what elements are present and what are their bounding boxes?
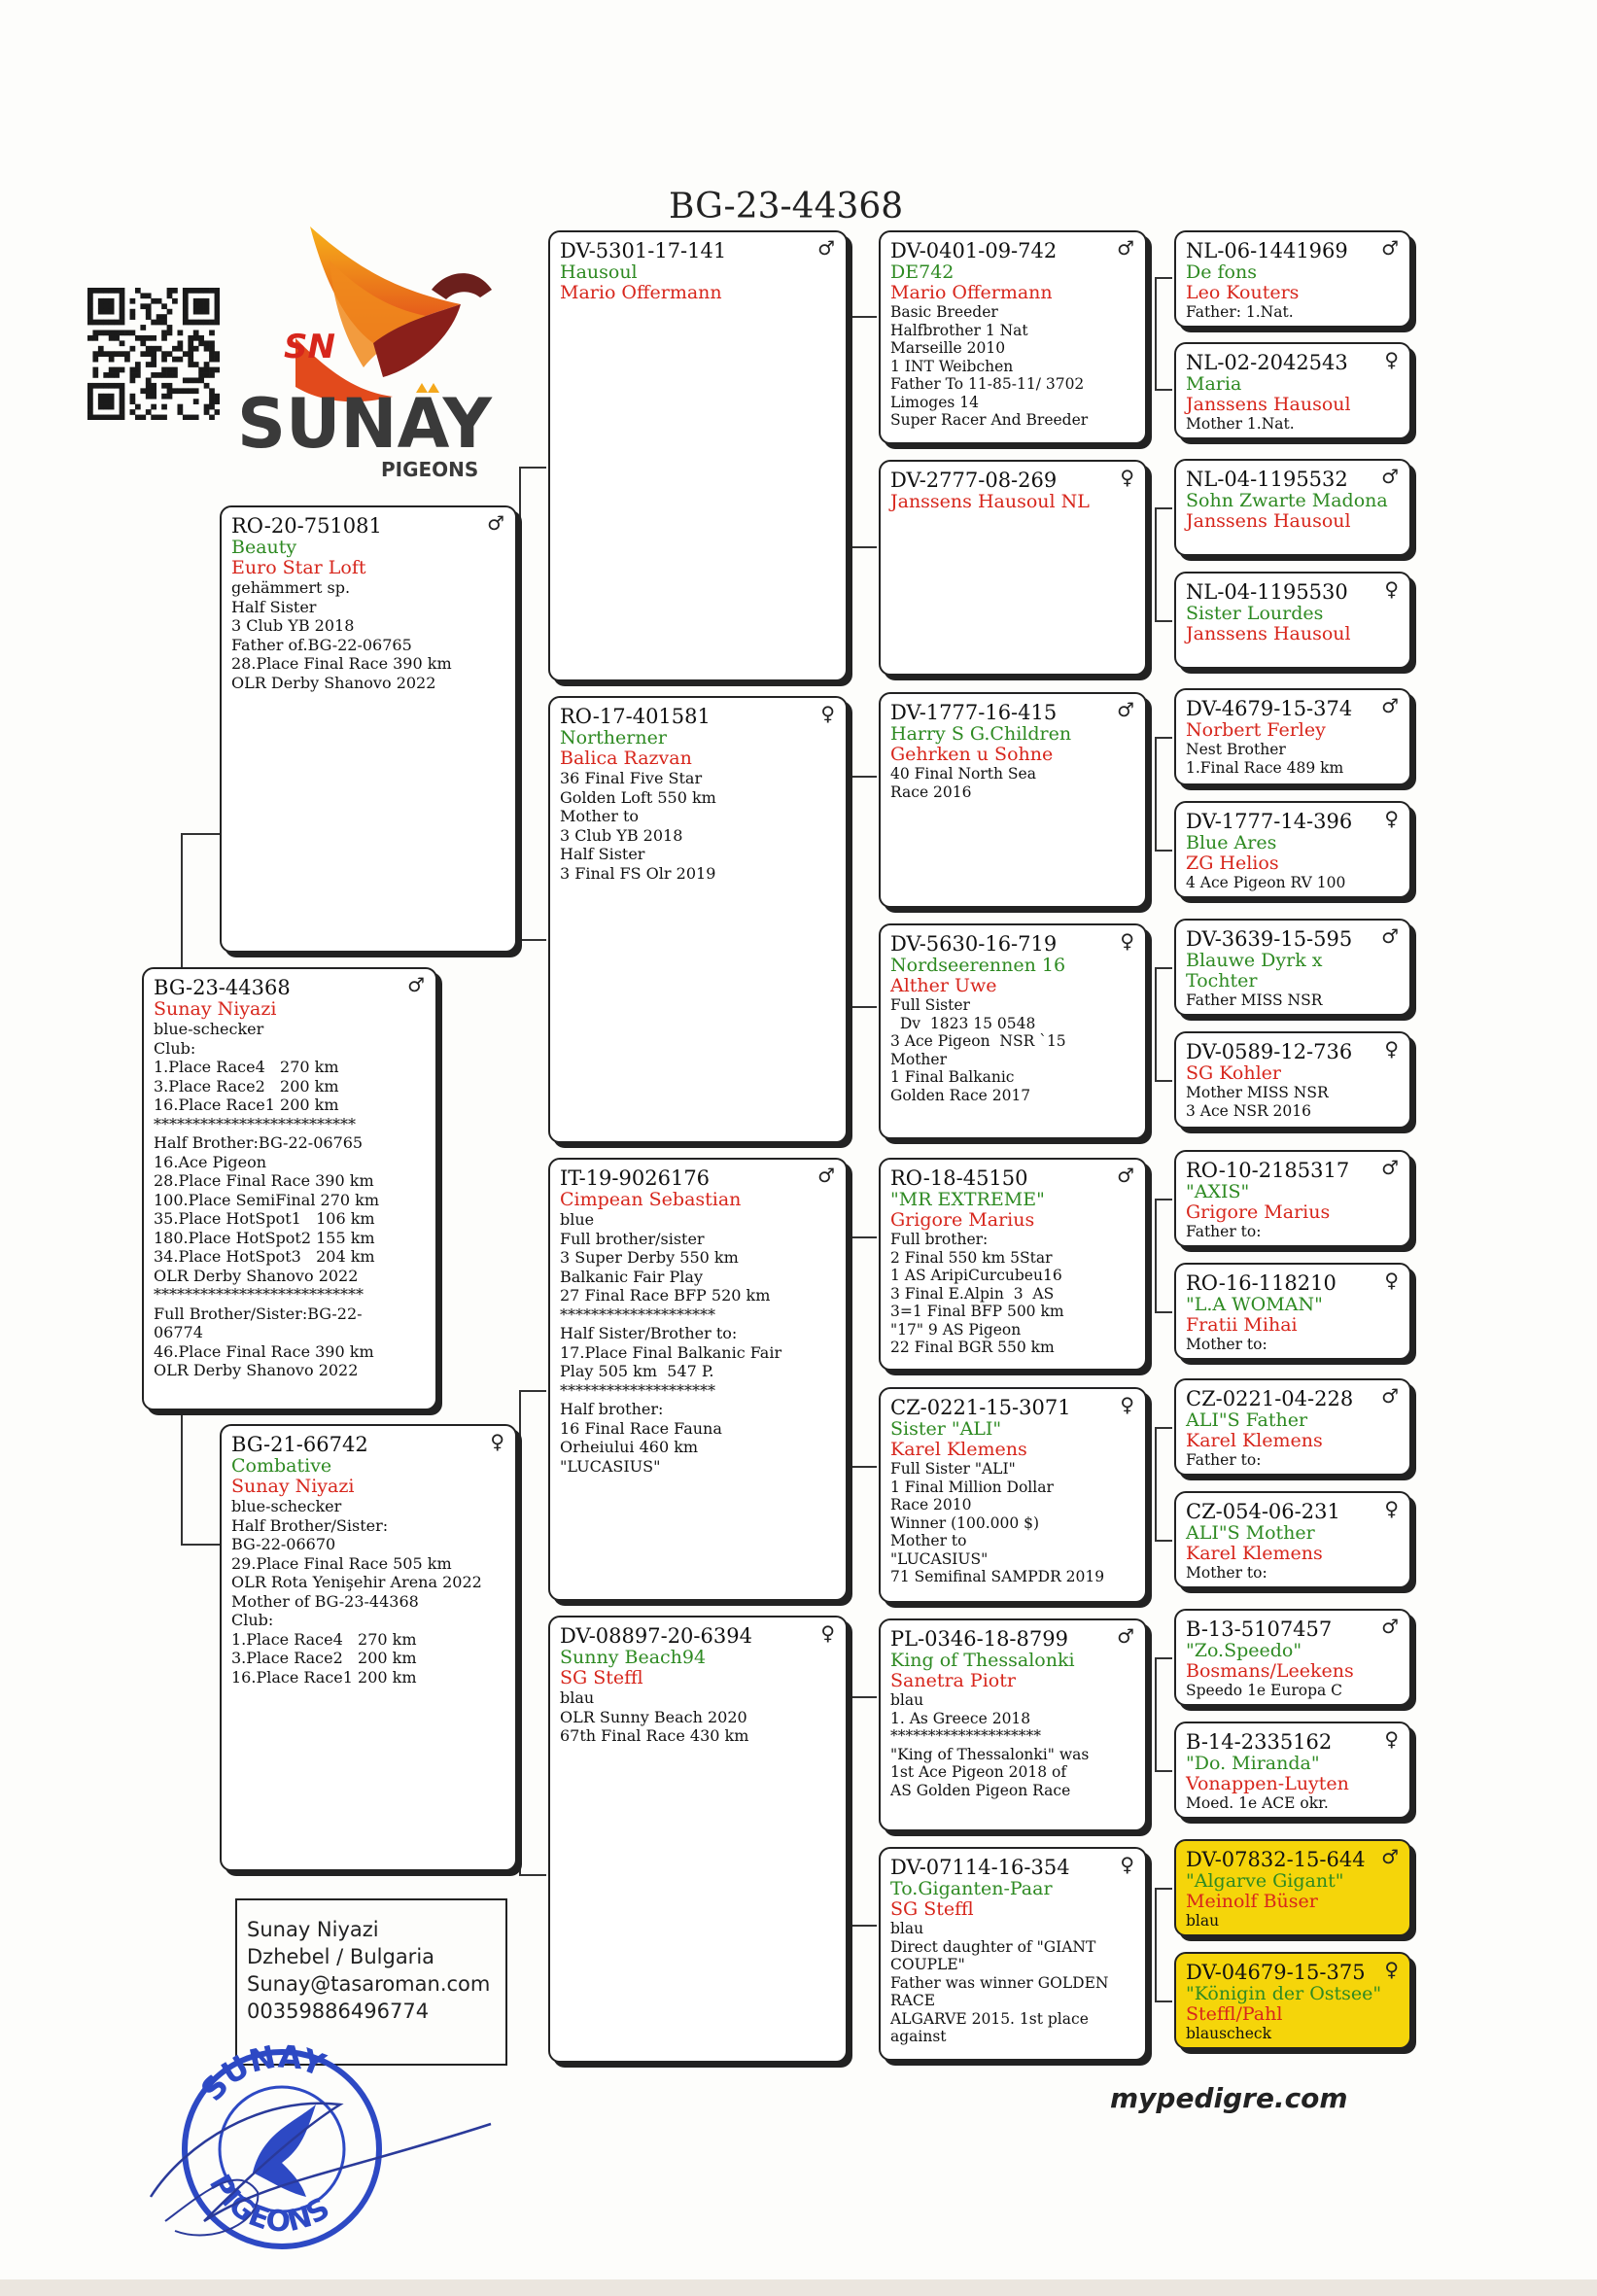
qr-code-icon xyxy=(87,288,220,420)
info-line: Mother to xyxy=(890,1532,967,1549)
info-line: 180.Place HotSpot2 155 km xyxy=(154,1228,375,1247)
info-line: 3 Ace Pigeon NSR `15 xyxy=(890,1032,1066,1050)
female-icon: ♀ xyxy=(490,1430,504,1453)
pigeon-name: "Zo.Speedo" xyxy=(1186,1640,1302,1661)
info-line: BG-22-06670 xyxy=(231,1535,336,1553)
info-line: 1.Place Race4 270 km xyxy=(231,1629,417,1649)
info-line: 27 Final Race BFP 520 km xyxy=(560,1286,771,1305)
info-line: Race 2016 xyxy=(890,783,972,801)
info-line: blau xyxy=(560,1688,595,1707)
info-line: 3 Super Derby 550 km xyxy=(560,1248,739,1267)
ring-number: RO-17-401581 xyxy=(560,705,711,728)
female-icon: ♀ xyxy=(1384,1269,1399,1292)
pigeon-name: King of Thessalonki xyxy=(890,1650,1075,1671)
pigeon-name: "Königin der Ostsee" xyxy=(1186,1983,1382,2004)
info-line: Half brother: xyxy=(560,1400,664,1418)
info-line: "King of Thessalonki" was xyxy=(890,1745,1090,1763)
pigeon-card-g10 xyxy=(1174,1263,1411,1360)
info-line: Half Brother:BG-22-06765 xyxy=(154,1133,364,1152)
info-line: Golden Loft 550 km xyxy=(560,787,716,807)
male-icon: ♂ xyxy=(1117,1624,1134,1648)
pigeon-card-g15 xyxy=(1174,1839,1411,1936)
info-line: Super Racer And Breeder xyxy=(890,411,1089,429)
info-line: Orheiului 460 km xyxy=(560,1438,699,1456)
male-icon: ♂ xyxy=(1381,465,1399,488)
pigeon-card-sss xyxy=(879,230,1147,444)
info-line: OLR Derby Shanovo 2022 xyxy=(231,673,436,692)
info-line: 40 Final North Sea xyxy=(890,765,1036,783)
info-line: 3.Place Race2 200 km xyxy=(231,1649,417,1667)
breeder-name: Karel Klemens xyxy=(1186,1543,1323,1564)
female-icon: ♀ xyxy=(1384,1727,1399,1751)
info-line: 1st Ace Pigeon 2018 of xyxy=(890,1763,1067,1781)
breeder-name: Norbert Ferley xyxy=(1186,719,1326,741)
info-line: gehämmert sp. xyxy=(231,578,351,597)
info-line: 3 Final E.Alpin 3 AS xyxy=(890,1284,1055,1303)
pigeon-card-g9 xyxy=(1174,1150,1411,1247)
info-line: blau xyxy=(1186,1912,1220,1930)
info-line: Marseille 2010 xyxy=(890,339,1006,357)
info-line: Dv 1823 15 0548 xyxy=(890,1014,1036,1032)
breeder-name: Janssens Hausoul xyxy=(1186,394,1351,415)
female-icon: ♀ xyxy=(1384,1497,1399,1520)
ring-number: NL-04-1195530 xyxy=(1186,580,1348,604)
info-line: Father: 1.Nat. xyxy=(1186,303,1294,321)
info-line: COUPLE" xyxy=(890,1956,965,1973)
ring-number: RO-16-118210 xyxy=(1186,1271,1337,1295)
ring-number: DV-07832-15-644 xyxy=(1186,1848,1366,1871)
info-line: Father MISS NSR xyxy=(1186,991,1323,1009)
female-icon: ♀ xyxy=(1120,929,1134,953)
info-line: Mother MISS NSR xyxy=(1186,1084,1329,1101)
pigeon-card-dsd xyxy=(879,1387,1147,1603)
ring-number: DV-07114-16-354 xyxy=(890,1856,1070,1879)
info-line: ******************** xyxy=(560,1305,715,1324)
male-icon: ♂ xyxy=(1381,1156,1399,1179)
ring-number: DV-5301-17-141 xyxy=(560,239,727,262)
info-line: Full brother/sister xyxy=(560,1229,705,1248)
ring-number: DV-0401-09-742 xyxy=(890,239,1058,262)
pigeon-card-g13 xyxy=(1174,1609,1411,1706)
ring-number: PL-0346-18-8799 xyxy=(890,1627,1068,1651)
pigeon-name: "Algarve Gigant" xyxy=(1186,1870,1344,1892)
ring-number: DV-5630-16-719 xyxy=(890,932,1058,956)
info-line: ************************** xyxy=(154,1114,356,1133)
breeder-name: Sunay Niyazi xyxy=(154,998,277,1020)
info-line: ******************** xyxy=(560,1380,715,1400)
pigeon-name: ALI"S Father xyxy=(1186,1409,1308,1431)
info-line: Full Sister xyxy=(890,996,970,1014)
page-title: BG-23-44368 xyxy=(669,187,904,226)
male-icon: ♂ xyxy=(1117,698,1134,721)
male-icon: ♂ xyxy=(1381,1615,1399,1638)
info-line: 1 Final Balkanic xyxy=(890,1068,1015,1086)
breeder-name: Grigore Marius xyxy=(1186,1201,1331,1223)
owner-location: Dzhebel / Bulgaria xyxy=(247,1945,435,1968)
pigeon-card-g2 xyxy=(1174,342,1411,439)
info-line: 2 Final 550 km 5Star xyxy=(890,1248,1053,1267)
info-line: Full brother: xyxy=(890,1231,989,1248)
info-line: 34.Place HotSpot3 204 km xyxy=(154,1247,375,1266)
pigeon-name: Harry S G.Children xyxy=(890,723,1072,745)
pigeon-name: Northerner xyxy=(560,727,667,748)
info-line: "LUCASIUS" xyxy=(560,1456,661,1476)
male-icon: ♂ xyxy=(1381,1384,1399,1408)
ring-number: CZ-0221-04-228 xyxy=(1186,1387,1354,1410)
info-line: 16.Place Race1 200 km xyxy=(231,1667,417,1687)
info-line: against xyxy=(890,2028,947,2045)
info-line: Winner (100.000 $) xyxy=(890,1513,1040,1532)
sunay-pigeons-logo xyxy=(237,222,500,482)
info-line: 17.Place Final Balkanic Fair xyxy=(560,1342,782,1362)
info-line: Direct daughter of "GIANT xyxy=(890,1937,1096,1956)
male-icon: ♂ xyxy=(487,511,504,535)
pigeon-card-g7 xyxy=(1174,919,1411,1016)
info-line: Father of.BG-22-06765 xyxy=(231,635,412,654)
info-line: 1 Final Million Dollar xyxy=(890,1478,1054,1496)
pigeon-name: "Do. Miranda" xyxy=(1186,1753,1320,1774)
info-line: RACE xyxy=(890,1992,936,2009)
info-line: 3 Club YB 2018 xyxy=(560,825,683,845)
breeder-name: Sanetra Piotr xyxy=(890,1670,1016,1691)
info-line: Full Brother/Sister:BG-22- xyxy=(154,1304,363,1323)
ring-number: DV-4679-15-374 xyxy=(1186,697,1353,720)
breeder-name: Janssens Hausoul xyxy=(1186,510,1351,532)
owner-email[interactable]: Sunay@tasaroman.com xyxy=(247,1972,491,1996)
info-line: OLR Rota Yenişehir Arena 2022 xyxy=(231,1573,482,1591)
info-line: Speedo 1e Europa C xyxy=(1186,1682,1343,1699)
info-line: blue-schecker xyxy=(231,1497,342,1515)
pigeon-name: ALI"S Mother xyxy=(1186,1522,1315,1544)
female-icon: ♀ xyxy=(1384,1958,1399,1981)
info-line: blue xyxy=(560,1210,595,1229)
pigeon-name: Sohn Zwarte Madona xyxy=(1186,490,1388,511)
info-line: 67th Final Race 430 km xyxy=(560,1726,749,1745)
male-icon: ♂ xyxy=(1381,694,1399,717)
info-line: Basic Breeder xyxy=(890,303,998,321)
info-line: 22 Final BGR 550 km xyxy=(890,1339,1055,1356)
info-line: OLR Derby Shanovo 2022 xyxy=(154,1266,359,1285)
male-icon: ♂ xyxy=(1117,236,1134,260)
info-line: blauscheck xyxy=(1186,2025,1271,2042)
info-line: Father was winner GOLDEN xyxy=(890,1973,1109,1992)
info-line: Father to: xyxy=(1186,1223,1262,1240)
info-line: 16.Place Race1 200 km xyxy=(154,1096,339,1114)
info-line: Mother xyxy=(890,1050,947,1068)
owner-phone: 00359886496774 xyxy=(247,2000,430,2023)
info-line: 1. As Greece 2018 xyxy=(890,1709,1031,1727)
pigeon-name: To.Giganten-Paar xyxy=(890,1878,1053,1899)
female-icon: ♀ xyxy=(1384,807,1399,830)
info-line: 35.Place HotSpot1 106 km xyxy=(154,1209,375,1228)
info-line: blue-schecker xyxy=(154,1020,264,1038)
info-line: blau xyxy=(890,1691,924,1709)
info-line: 1 AS AripiCurcubeu16 xyxy=(890,1267,1062,1284)
ring-number: CZ-054-06-231 xyxy=(1186,1500,1340,1523)
breeder-name: Meinolf Büser xyxy=(1186,1891,1318,1912)
pigeon-name: Combative xyxy=(231,1455,332,1477)
breeder-name: ZG Helios xyxy=(1186,852,1279,874)
ring-number: RO-10-2185317 xyxy=(1186,1159,1350,1182)
breeder-name: Steffl/Pahl xyxy=(1186,2003,1283,2025)
info-line: Moed. 1e ACE okr. xyxy=(1186,1794,1329,1812)
breeder-name: Janssens Hausoul xyxy=(1186,623,1351,644)
info-line: 06774 xyxy=(154,1323,203,1341)
info-line: 3 Final FS Olr 2019 xyxy=(560,863,716,883)
info-line: 28.Place Final Race 390 km xyxy=(154,1171,374,1190)
pigeon-name: Blauwe Dyrk x xyxy=(1186,950,1323,971)
pigeon-name: De fons xyxy=(1186,261,1257,283)
female-icon: ♀ xyxy=(1120,466,1134,489)
info-line: 3 Club YB 2018 xyxy=(231,616,355,635)
male-icon: ♂ xyxy=(817,1164,835,1187)
ring-number: NL-06-1441969 xyxy=(1186,239,1348,262)
pigeon-card-sdd xyxy=(879,923,1147,1139)
ring-number: IT-19-9026176 xyxy=(560,1166,711,1190)
female-icon: ♀ xyxy=(1384,577,1399,601)
breeder-name: Mario Offermann xyxy=(560,282,722,303)
pigeon-card-g5 xyxy=(1174,688,1411,785)
pigeon-name: Blue Ares xyxy=(1186,832,1277,853)
info-line: Half Sister/Brother to: xyxy=(560,1324,738,1342)
info-line: 29.Place Final Race 505 km xyxy=(231,1553,452,1573)
pigeon-card-g4 xyxy=(1174,572,1411,669)
ring-number: DV-08897-20-6394 xyxy=(560,1624,752,1648)
breeder-name: Cimpean Sebastian xyxy=(560,1189,742,1210)
info-line: Balkanic Fair Play xyxy=(560,1267,703,1286)
ring-number: BG-21-66742 xyxy=(231,1433,368,1456)
breeder-name: Janssens Hausoul NL xyxy=(890,491,1090,512)
info-line: OLR Derby Shanovo 2022 xyxy=(154,1361,359,1379)
pigeon-card-g1 xyxy=(1174,230,1411,328)
info-line: Father To 11-85-11/ 3702 xyxy=(890,375,1085,393)
breeder-name: Euro Star Loft xyxy=(231,557,366,578)
pigeon-name: Maria xyxy=(1186,373,1242,395)
info-line: Halfbrother 1 Nat xyxy=(890,321,1028,339)
info-line: Mother 1.Nat. xyxy=(1186,415,1295,433)
pigeon-card-ds xyxy=(548,1158,848,1601)
info-line: 28.Place Final Race 390 km xyxy=(231,654,452,673)
pigeon-name: Nordseerennen 16 xyxy=(890,955,1066,976)
info-line: Play 505 km 547 P. xyxy=(560,1362,714,1380)
stamp-bottom-text: PIGEONS xyxy=(201,2169,336,2240)
pigeon-name: "AXIS" xyxy=(1186,1181,1250,1202)
ring-number: DV-0589-12-736 xyxy=(1186,1040,1353,1063)
info-line: 1.Place Race4 270 km xyxy=(154,1058,339,1076)
female-icon: ♀ xyxy=(1384,348,1399,371)
pigeon-name: Sister Lourdes xyxy=(1186,603,1324,624)
female-icon: ♀ xyxy=(1120,1853,1134,1876)
breeder-name: Alther Uwe xyxy=(890,975,997,996)
info-line: 16.Ace Pigeon xyxy=(154,1152,267,1171)
info-line: blau xyxy=(890,1920,924,1937)
info-line: 71 Semifinal SAMPDR 2019 xyxy=(890,1568,1105,1585)
info-line: Limoges 14 xyxy=(890,393,979,411)
info-line: "LUCASIUS" xyxy=(890,1549,989,1568)
ring-number: RO-18-45150 xyxy=(890,1166,1028,1190)
ring-number: NL-02-2042543 xyxy=(1186,351,1348,374)
sunay-stamp xyxy=(146,2036,496,2255)
info-line: ALGARVE 2015. 1st place xyxy=(890,2009,1089,2028)
male-icon: ♂ xyxy=(1381,236,1399,260)
ring-number: DV-2777-08-269 xyxy=(890,469,1058,492)
info-line: Club: xyxy=(154,1038,196,1058)
pigeon-card-dss xyxy=(879,1158,1147,1371)
info-line: 100.Place SemiFinal 270 km xyxy=(154,1190,380,1209)
ring-number: DV-04679-15-375 xyxy=(1186,1961,1366,1984)
breeder-name: Karel Klemens xyxy=(890,1439,1027,1460)
male-icon: ♂ xyxy=(1117,1164,1134,1187)
male-icon: ♂ xyxy=(1381,924,1399,948)
breeder-name: SG Steffl xyxy=(890,1898,974,1920)
breeder-name: Balica Razvan xyxy=(560,748,692,769)
info-line: Full Sister "ALI" xyxy=(890,1460,1016,1478)
pigeon-card-subject xyxy=(142,967,437,1410)
male-icon: ♂ xyxy=(817,236,835,260)
pigeon-card-g8 xyxy=(1174,1031,1411,1129)
info-line: Half Sister xyxy=(231,597,317,616)
pigeon-name: "L.A WOMAN" xyxy=(1186,1294,1323,1315)
pigeon-card-ddd xyxy=(879,1847,1147,2061)
info-line: ******************** xyxy=(890,1727,1041,1745)
owner-name: Sunay Niyazi xyxy=(247,1918,379,1941)
ring-number: RO-20-751081 xyxy=(231,514,382,538)
logo-wordmark: SUNAY xyxy=(237,384,494,464)
ring-number: B-14-2335162 xyxy=(1186,1730,1333,1754)
ring-number: DV-3639-15-595 xyxy=(1186,927,1353,951)
pigeon-card-sire xyxy=(220,505,517,953)
pigeon-name: Hausoul xyxy=(560,261,638,283)
female-icon: ♀ xyxy=(820,1621,835,1645)
pigeon-name: Tochter xyxy=(1186,970,1258,991)
info-line: 46.Place Final Race 390 km xyxy=(154,1341,374,1361)
female-icon: ♀ xyxy=(820,702,835,725)
info-line: Father to: xyxy=(1186,1451,1262,1469)
info-line: Half Sister xyxy=(560,845,645,863)
female-icon: ♀ xyxy=(1384,1037,1399,1061)
logo-mono: SN xyxy=(284,328,335,366)
info-line: 1 INT Weibchen xyxy=(890,357,1014,375)
stamp-top-text: SUNAY xyxy=(193,2037,330,2108)
info-line: *************************** xyxy=(154,1285,364,1304)
info-line: Mother to: xyxy=(1186,1336,1267,1353)
info-line: 16 Final Race Fauna xyxy=(560,1418,722,1438)
breeder-name: Karel Klemens xyxy=(1186,1430,1323,1451)
male-icon: ♂ xyxy=(407,973,425,996)
female-icon: ♀ xyxy=(1120,1393,1134,1416)
pigeon-card-g3 xyxy=(1174,459,1411,556)
breeder-name: Mario Offermann xyxy=(890,282,1053,303)
info-line: Golden Race 2017 xyxy=(890,1086,1031,1104)
info-line: 3=1 Final BFP 500 km xyxy=(890,1303,1064,1320)
breeder-name: Sunay Niyazi xyxy=(231,1476,355,1497)
pigeon-card-g11 xyxy=(1174,1378,1411,1476)
ring-number: NL-04-1195532 xyxy=(1186,468,1348,491)
pigeon-card-g14 xyxy=(1174,1722,1411,1819)
pigeon-card-g16 xyxy=(1174,1952,1411,2049)
breeder-name: Leo Kouters xyxy=(1186,282,1300,303)
pigeon-name: DE742 xyxy=(890,261,955,283)
pigeon-name: Sister "ALI" xyxy=(890,1418,1002,1440)
ring-number: DV-1777-16-415 xyxy=(890,701,1058,724)
info-line: Half Brother/Sister: xyxy=(231,1515,389,1535)
breeder-name: Fratii Mihai xyxy=(1186,1314,1298,1336)
pigeon-card-ssd xyxy=(879,460,1147,676)
ring-number: BG-23-44368 xyxy=(154,976,291,999)
info-line: Club: xyxy=(231,1611,274,1629)
pigeon-card-dd xyxy=(548,1616,848,2063)
info-line: 3 Ace NSR 2016 xyxy=(1186,1101,1311,1120)
info-line: 1.Final Race 489 km xyxy=(1186,758,1344,777)
info-line: Mother to xyxy=(560,807,640,825)
info-line: AS Golden Pigeon Race xyxy=(890,1781,1071,1799)
breeder-name: SG Kohler xyxy=(1186,1062,1281,1084)
info-line: Mother of BG-23-44368 xyxy=(231,1591,419,1611)
pigeon-name: Beauty xyxy=(231,537,297,558)
pigeon-card-ss xyxy=(548,230,848,681)
info-line: 4 Ace Pigeon RV 100 xyxy=(1186,874,1346,891)
pigeon-card-sd xyxy=(548,696,848,1143)
info-line: Mother to: xyxy=(1186,1564,1267,1582)
breeder-name: Bosmans/Leekens xyxy=(1186,1660,1354,1682)
pigeon-card-g6 xyxy=(1174,801,1411,898)
info-line: 36 Final Five Star xyxy=(560,769,703,787)
pigeon-name: Sunny Beach94 xyxy=(560,1647,707,1668)
breeder-name: Vonappen-Luyten xyxy=(1186,1773,1349,1794)
pigeon-card-sds xyxy=(879,692,1147,908)
logo-subtitle: PIGEONS xyxy=(381,458,479,481)
breeder-name: Gehrken u Sohne xyxy=(890,744,1054,765)
pigeon-name: "MR EXTREME" xyxy=(890,1189,1045,1210)
ring-number: DV-1777-14-396 xyxy=(1186,810,1353,833)
ring-number: CZ-0221-15-3071 xyxy=(890,1396,1071,1419)
pigeon-card-dds xyxy=(879,1618,1147,1831)
info-line: "17" 9 AS Pigeon xyxy=(890,1320,1022,1339)
ring-number: B-13-5107457 xyxy=(1186,1618,1333,1641)
info-line: Race 2010 xyxy=(890,1496,972,1513)
male-icon: ♂ xyxy=(1381,1845,1399,1868)
info-line: Nest Brother xyxy=(1186,741,1286,758)
breeder-name: SG Steffl xyxy=(560,1667,643,1688)
svg-text:SUNAY xyxy=(193,2037,330,2107)
info-line: 3.Place Race2 200 km xyxy=(154,1076,339,1096)
pigeon-card-dam xyxy=(220,1424,517,1871)
breeder-name: Grigore Marius xyxy=(890,1209,1035,1231)
pigeon-card-g12 xyxy=(1174,1491,1411,1588)
info-line: OLR Sunny Beach 2020 xyxy=(560,1707,747,1726)
footer-site[interactable]: mypedigre.com xyxy=(1110,2082,1348,2114)
